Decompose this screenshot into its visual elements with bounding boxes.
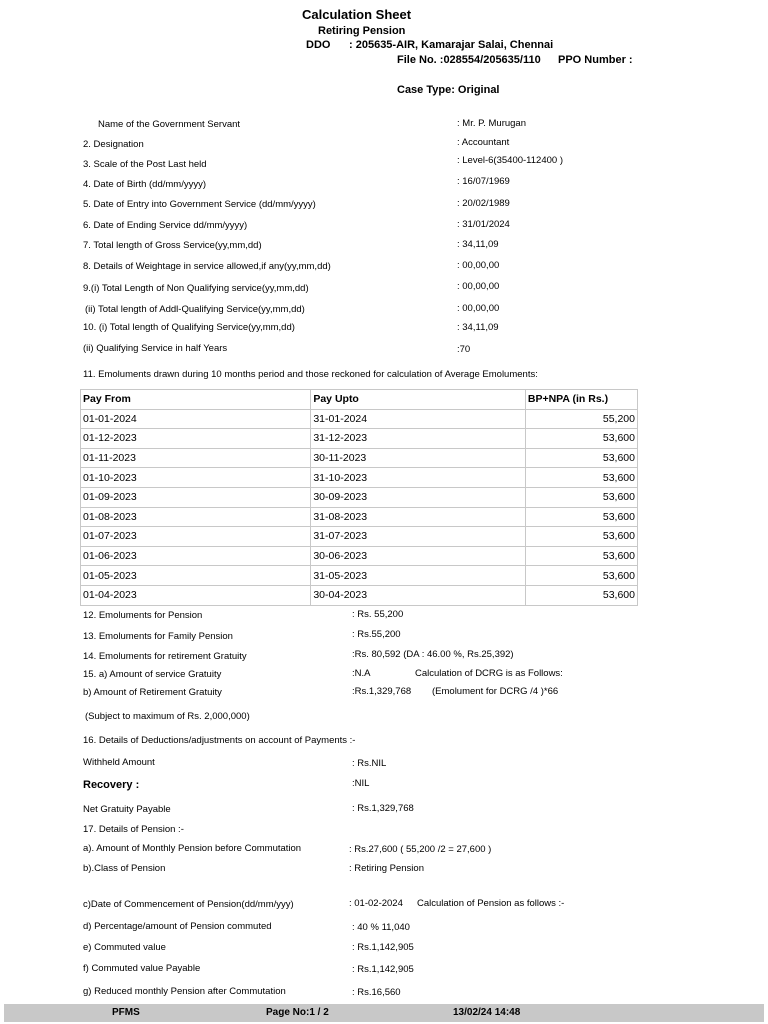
cell-bp-npa: 53,600	[525, 429, 637, 449]
detail-label: 6. Date of Ending Service dd/mm/yyyy)	[83, 220, 248, 231]
cell-pay-upto: 31-10-2023	[311, 468, 526, 488]
cell-pay-from: 01-10-2023	[81, 468, 311, 488]
detail-value: : Level-6(35400-112400 )	[457, 155, 563, 166]
detail-label: 2. Designation	[83, 139, 144, 150]
cell-bp-npa: 53,600	[525, 566, 637, 586]
table-row	[81, 448, 638, 468]
cell-pay-upto: 31-12-2023	[311, 429, 526, 449]
cell-pay-upto: 31-01-2024	[311, 409, 526, 429]
cell-pay-from: 01-07-2023	[81, 527, 311, 547]
cell-pay-upto: 30-04-2023	[311, 585, 526, 605]
service-gratuity-value: :N.A	[352, 668, 371, 679]
detail-label: 5. Date of Entry into Government Service (dd/mm/yyyy)	[83, 199, 316, 210]
cell-bp-npa: 53,600	[525, 546, 637, 566]
detail-label: 10. (i) Total length of Qualifying Service(yy,mm,dd)	[83, 322, 295, 333]
cell-pay-from: 01-11-2023	[81, 448, 311, 468]
reduced-pension-label: g) Reduced monthly Pension after Commutation	[83, 986, 286, 997]
table-row	[81, 585, 638, 605]
cell-bp-npa: 53,600	[525, 527, 637, 547]
table-row	[81, 468, 638, 488]
commuted-payable-label: f) Commuted value Payable	[83, 963, 201, 974]
cell-pay-from: 01-05-2023	[81, 566, 311, 586]
cell-pay-from: 01-12-2023	[81, 429, 311, 449]
retirement-gratuity-value: :Rs.1,329,768	[352, 686, 412, 697]
pension-commuted-value: : 40 % 11,040	[352, 922, 410, 933]
pension-commencement-value: : 01-02-2024	[349, 898, 403, 909]
footer-page-number: Page No:1 / 2	[266, 1007, 329, 1018]
pension-commencement-label: c)Date of Commencement of Pension(dd/mm/yyy)	[83, 899, 294, 910]
recovery-label: Recovery :	[83, 779, 140, 791]
cell-pay-from: 01-08-2023	[81, 507, 311, 527]
column-header-bp-npa: BP+NPA (in Rs.)	[525, 390, 637, 410]
detail-value: : 34,11,09	[457, 239, 499, 250]
detail-label: 8. Details of Weightage in service allowed,if any(yy,mm,dd)	[83, 261, 331, 272]
ppo-number: PPO Number :	[558, 54, 633, 66]
reduced-pension-value: : Rs.16,560	[352, 987, 401, 998]
emoluments-for-pension-value: : Rs. 55,200	[352, 609, 404, 620]
cell-bp-npa: 53,600	[525, 507, 637, 527]
case-type: Case Type: Original	[397, 84, 500, 96]
detail-value: : 00,00,00	[457, 260, 500, 271]
net-gratuity-value: : Rs.1,329,768	[352, 803, 414, 814]
table-row	[81, 487, 638, 507]
dcrg-calculation-note: Calculation of DCRG is as Follows:	[415, 668, 563, 679]
ddo-label: DDO	[306, 39, 331, 51]
detail-value: : 31/01/2024	[457, 219, 510, 230]
emoluments-gratuity-label: 14. Emoluments for retirement Gratuity	[83, 651, 247, 662]
detail-value: : Mr. P. Murugan	[457, 118, 526, 129]
table-row	[81, 429, 638, 449]
pension-calculation-note: Calculation of Pension as follows :-	[417, 898, 565, 909]
table-header-row	[81, 390, 638, 410]
detail-value: : Accountant	[457, 137, 510, 148]
pension-details-heading: 17. Details of Pension :-	[83, 824, 184, 835]
table-row	[81, 507, 638, 527]
class-of-pension-label: b).Class of Pension	[83, 863, 166, 874]
withheld-amount-value: : Rs.NIL	[352, 758, 387, 769]
detail-label: (ii) Qualifying Service in half Years	[83, 343, 228, 354]
detail-value: : 00,00,00	[457, 303, 500, 314]
footer-app-name: PFMS	[112, 1007, 140, 1018]
detail-value: : 00,00,00	[457, 281, 500, 292]
detail-label: 4. Date of Birth (dd/mm/yyyy)	[83, 179, 207, 190]
table-row	[81, 409, 638, 429]
cell-bp-npa: 53,600	[525, 448, 637, 468]
cell-pay-from: 01-01-2024	[81, 409, 311, 429]
retirement-gratuity-label: b) Amount of Retirement Gratuity	[83, 687, 222, 698]
column-header-pay-from: Pay From	[81, 390, 311, 410]
detail-label: (ii) Total length of Addl-Qualifying Service(yy,mm,dd)	[85, 304, 305, 315]
dcrg-formula-note: (Emolument for DCRG /4 )*66	[432, 686, 559, 697]
table-row	[81, 546, 638, 566]
emoluments-gratuity-value: :Rs. 80,592 (DA : 46.00 %, Rs.25,392)	[352, 649, 514, 660]
footer-timestamp: 13/02/24 14:48	[453, 1007, 521, 1018]
cell-pay-upto: 31-05-2023	[311, 566, 526, 586]
file-number: File No. :028554/205635/110	[397, 54, 541, 66]
commuted-payable-value: : Rs.1,142,905	[352, 964, 414, 975]
detail-value: : 34,11,09	[457, 322, 499, 333]
cell-pay-from: 01-04-2023	[81, 585, 311, 605]
cell-pay-upto: 31-07-2023	[311, 527, 526, 547]
cell-bp-npa: 55,200	[525, 409, 637, 429]
detail-label: Name of the Government Servant	[98, 119, 241, 130]
table-row	[81, 527, 638, 547]
cell-bp-npa: 53,600	[525, 487, 637, 507]
emoluments-family-pension-label: 13. Emoluments for Family Pension	[83, 631, 233, 642]
emoluments-table	[80, 389, 638, 606]
detail-value: : 20/02/1989	[457, 198, 510, 209]
emoluments-family-pension-value: : Rs.55,200	[352, 629, 401, 640]
cell-bp-npa: 53,600	[525, 585, 637, 605]
emoluments-heading: 11. Emoluments drawn during 10 months period and those reckoned for calculation of Average Emoluments:	[83, 369, 538, 380]
commuted-value-label: e) Commuted value	[83, 942, 166, 953]
detail-label: 7. Total length of Gross Service(yy,mm,dd)	[83, 240, 262, 251]
page-title: Calculation Sheet	[302, 7, 412, 22]
cell-bp-npa: 53,600	[525, 468, 637, 488]
page-subtitle: Retiring Pension	[318, 25, 406, 37]
gratuity-maximum-note: (Subject to maximum of Rs. 2,000,000)	[85, 711, 250, 722]
cell-pay-from: 01-09-2023	[81, 487, 311, 507]
emoluments-for-pension-label: 12. Emoluments for Pension	[83, 610, 203, 621]
detail-label: 3. Scale of the Post Last held	[83, 159, 207, 170]
cell-pay-upto: 30-09-2023	[311, 487, 526, 507]
pension-commuted-label: d) Percentage/amount of Pension commuted	[83, 921, 272, 932]
table-row	[81, 566, 638, 586]
column-header-pay-upto: Pay Upto	[311, 390, 526, 410]
cell-pay-upto: 31-08-2023	[311, 507, 526, 527]
detail-value: : 16/07/1969	[457, 176, 510, 187]
ddo-value: : 205635-AIR, Kamarajar Salai, Chennai	[349, 39, 554, 51]
cell-pay-upto: 30-11-2023	[311, 448, 526, 468]
recovery-value: :NIL	[352, 778, 370, 789]
detail-label: 9.(i) Total Length of Non Qualifying service(yy,mm,dd)	[83, 283, 309, 294]
detail-value: :70	[457, 344, 471, 355]
class-of-pension-value: : Retiring Pension	[349, 863, 424, 874]
monthly-pension-value: : Rs.27,600 ( 55,200 /2 = 27,600 )	[349, 844, 492, 855]
cell-pay-from: 01-06-2023	[81, 546, 311, 566]
page-footer	[4, 1004, 764, 1022]
monthly-pension-label: a). Amount of Monthly Pension before Commutation	[83, 843, 302, 854]
deductions-heading: 16. Details of Deductions/adjustments on account of Payments :-	[83, 735, 356, 746]
net-gratuity-label: Net Gratuity Payable	[83, 804, 171, 815]
service-gratuity-label: 15. a) Amount of service Gratuity	[83, 669, 222, 680]
cell-pay-upto: 30-06-2023	[311, 546, 526, 566]
withheld-amount-label: Withheld Amount	[83, 757, 155, 768]
commuted-value-value: : Rs.1,142,905	[352, 942, 414, 953]
